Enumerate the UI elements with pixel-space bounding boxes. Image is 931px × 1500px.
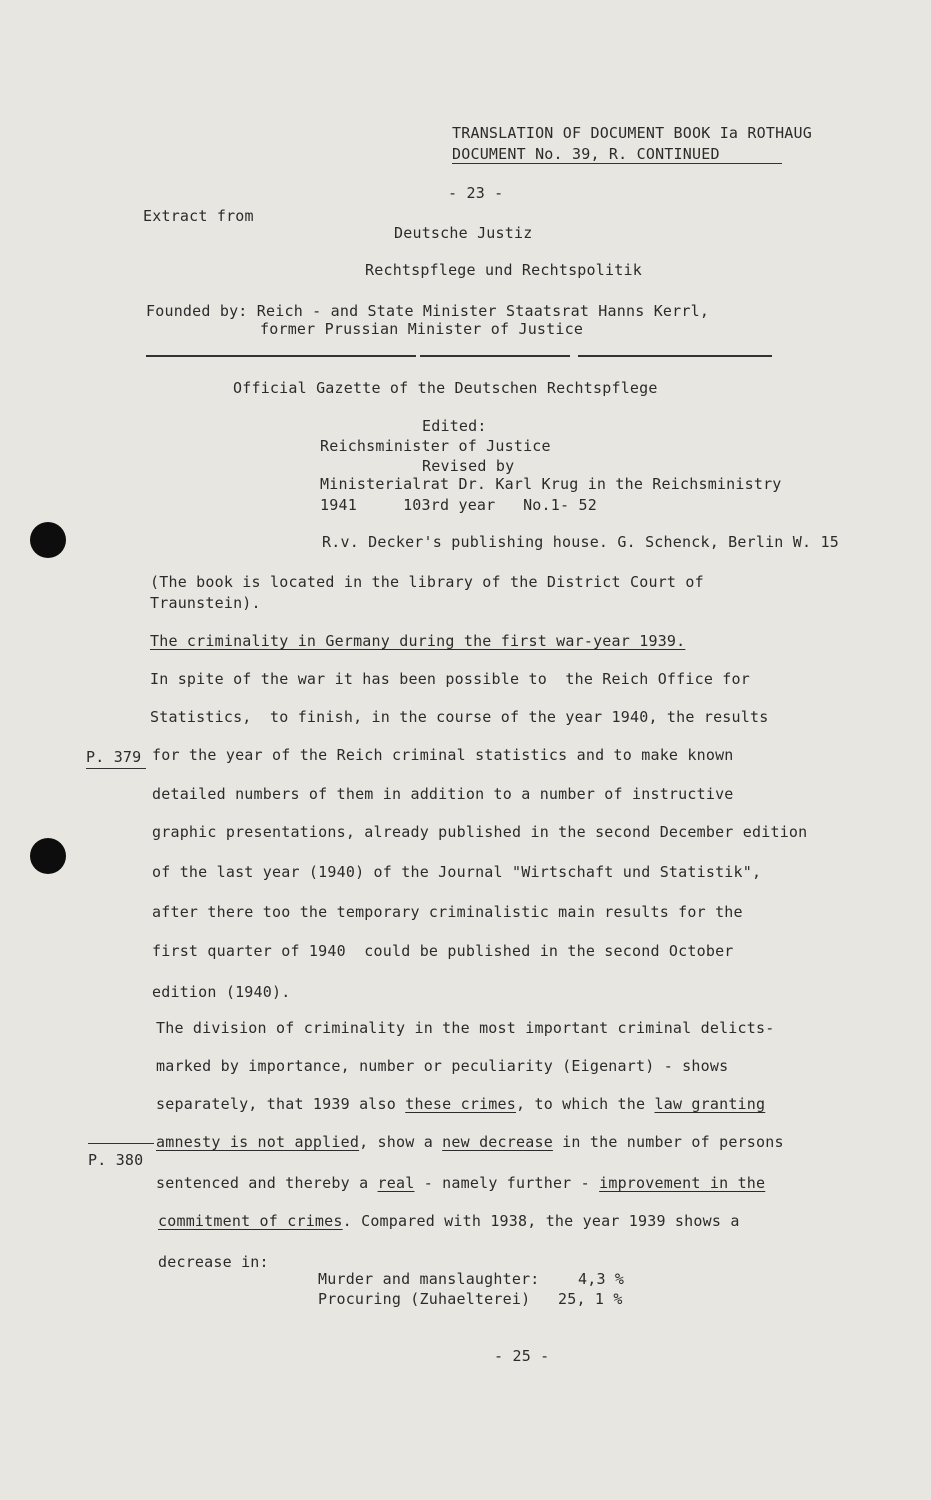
body-line-15-part-b: . Compared with 1938, the year 1939 shows a [342,1212,740,1230]
commitment-underlined: commitment of crimes [158,1212,343,1230]
journal-title: Deutsche Justiz [394,224,533,242]
body-line-7: after there too the temporary criminalistic main results for the [152,903,743,921]
law-granting-underlined: law granting [654,1095,766,1113]
header-line-2: DOCUMENT No. 39, R. CONTINUED [452,145,720,163]
body-line-8: first quarter of 1940 could be published in the second October [152,942,734,960]
revised-label: Revised by [422,457,515,475]
body-line-11: marked by importance, number or peculiarity (Eigenart) - shows [156,1057,729,1075]
real-underlined: real [377,1174,415,1192]
year-line: 1941 103rd year No.1- 52 [320,496,597,514]
margin-note-p379: P. 379 [86,748,142,766]
page-number-top: - 23 - [448,184,504,202]
stat-value-procuring: 25, 1 % [558,1290,623,1308]
stat-value-murder: 4,3 % [578,1270,625,1288]
amnesty-underlined: amnesty is not applied [156,1133,360,1151]
body-line-12-part-c: , to which the [516,1095,655,1113]
body-line-12-part-a: separately, that 1939 also [156,1095,406,1113]
body-line-13-part-b: , show a [359,1133,443,1151]
divider-rule-3 [578,355,772,357]
header-underline [452,163,782,164]
extract-label: Extract from [143,207,254,225]
stat-label-procuring: Procuring (Zuhaelterei) [318,1290,531,1308]
stat-label-murder: Murder and manslaughter: [318,1270,540,1288]
margin-note-underline-2 [88,1143,154,1144]
punch-hole-top [30,522,66,558]
body-line-2: Statistics, to finish, in the course of the year 1940, the results [150,708,769,726]
body-line-1: In spite of the war it has been possible to the Reich Office for [150,670,750,688]
body-line-16: decrease in: [158,1253,269,1271]
page-number-bottom: - 25 - [494,1347,550,1365]
body-line-5: graphic presentations, already published in the second December edition [152,823,808,841]
revised-by: Ministerialrat Dr. Karl Krug in the Reichsministry [320,475,782,493]
improvement-underlined: improvement in the [599,1174,766,1192]
body-line-4: detailed numbers of them in addition to a number of instructive [152,785,734,803]
body-line-15 [158,1212,740,1230]
margin-note-underline-1 [86,768,146,769]
body-line-3: for the year of the Reich criminal statistics and to make known [152,746,734,764]
body-line-14 [156,1174,765,1192]
founded-line-1: Founded by: Reich - and State Minister Staatsrat Hanns Kerrl, [146,302,710,320]
body-line-13-part-d: in the number of persons [552,1133,784,1151]
body-line-9: edition (1940). [152,983,291,1001]
punch-hole-bottom [30,838,66,874]
margin-note-p380: P. 380 [88,1151,144,1169]
new-decrease-underlined: new decrease [442,1133,553,1151]
edited-label: Edited: [422,417,487,435]
body-line-13 [156,1133,784,1151]
founded-line-2: former Prussian Minister of Justice [260,320,584,338]
publisher-line: R.v. Decker's publishing house. G. Schenck, Berlin W. 15 [322,533,839,551]
journal-subtitle: Rechtspflege und Rechtspolitik [365,261,642,279]
location-line-2: Traunstein). [150,594,261,612]
body-line-12 [156,1095,765,1113]
these-crimes-underlined: these crimes [405,1095,517,1113]
body-line-14-part-c: - namely further - [414,1174,600,1192]
divider-rule-2 [420,355,570,357]
divider-rule-1 [146,355,416,357]
location-line-1: (The book is located in the library of the District Court of [150,573,704,591]
section-heading: The criminality in Germany during the first war-year 1939. [150,632,686,650]
header-line-1: TRANSLATION OF DOCUMENT BOOK Ia ROTHAUG [452,124,812,142]
edited-by: Reichsminister of Justice [320,437,551,455]
gazette-line: Official Gazette of the Deutschen Rechtspflege [233,379,658,397]
body-line-14-part-a: sentenced and thereby a [156,1174,378,1192]
body-line-6: of the last year (1940) of the Journal "Wirtschaft und Statistik", [152,863,762,881]
body-line-10: The division of criminality in the most important criminal delicts- [156,1019,775,1037]
